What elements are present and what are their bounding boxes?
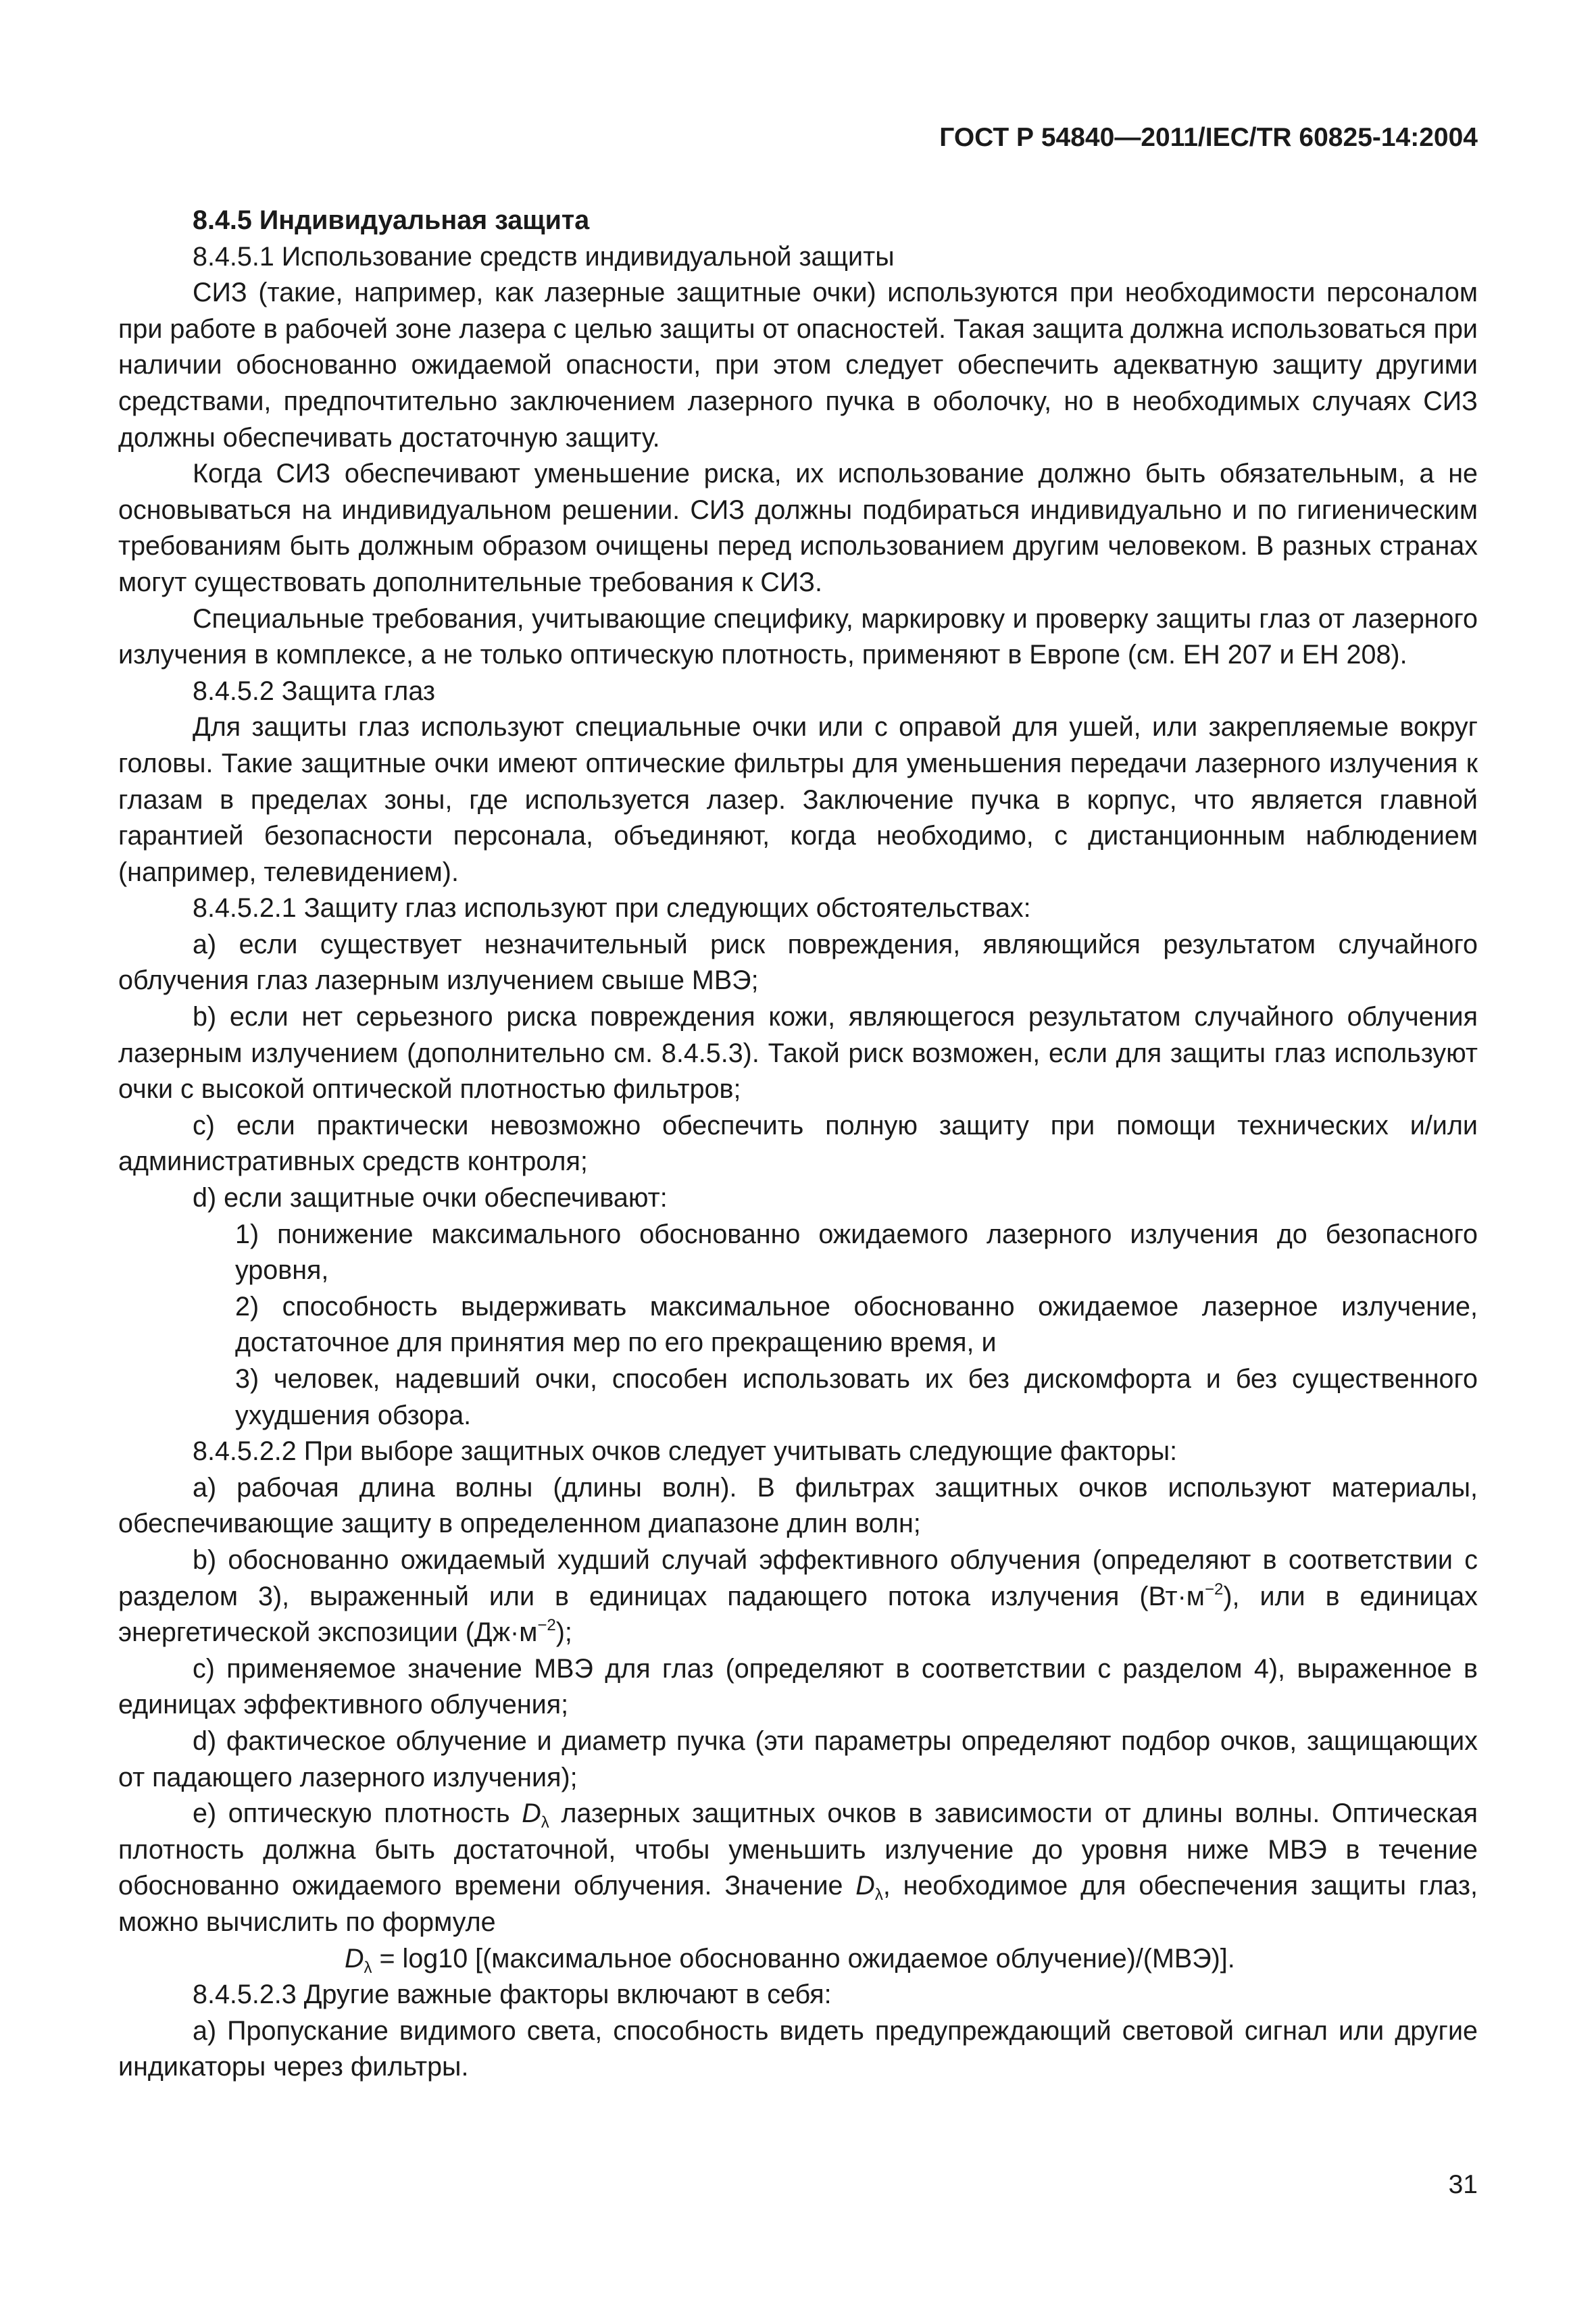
list-item: d) фактическое облучение и диаметр пучка (эти параметры определяют подбор очков, защищающих от падающего лазерного излучения); — [118, 1726, 1478, 1792]
symbol-lambda: λ — [541, 1813, 549, 1832]
section-title: 8.4.5 Индивидуальная защита — [193, 205, 590, 235]
list-item: а) если существует незначительный риск повреждения, являющийся результатом случайного облучения глаз лазерным излучением свыше МВЭ; — [118, 929, 1478, 996]
sub-list-item: 3) человек, надевший очки, способен использовать их без дискомфорта и без существенного ухудшения обзора. — [235, 1364, 1478, 1430]
page-number: 31 — [1448, 2170, 1478, 2199]
sub-list-item: 1) понижение максимального обоснованно ожидаемого лазерного излучения до безопасного уровня, — [235, 1219, 1478, 1286]
paragraph: Для защиты глаз используют специальные очки или с оправой для ушей, или закрепляемые вокруг головы. Такие защитные очки имеют оптические фильтры для уменьшения передачи лазерного излучения к глазам в пределах зоны, где используется лазер. Заключение пучка в корпус, что является главной гарантией безопасности персонала, объединяют, когда необходимо, с дистанционным наблюдением (например, телевидением). — [118, 712, 1478, 887]
formula — [118, 1941, 1478, 1978]
sub-list-item: 2) способность выдерживать максимальное обоснованно ожидаемое лазерное излучение, достаточное для принятия мер по его прекращению время, и — [235, 1291, 1478, 1358]
paragraph: СИЗ (такие, например, как лазерные защитные очки) используются при необходимости персоналом при работе в рабочей зоне лазера с целью защиты от опасностей. Такая защита должна использоваться при наличии обоснованно ожидаемой опасности, при этом следует обеспечить адекватную защиту другими средствами, предпочтительно заключением лазерного пучка в оболочку, но в необходимых случаях СИЗ должны обеспечивать достаточную защиту. — [118, 278, 1478, 453]
superscript: −2 — [1204, 1580, 1224, 1599]
symbol-d: D — [855, 1871, 875, 1901]
text-span: , необходимое для обеспечения защиты глаз, можно вычислить по формуле — [118, 1871, 1478, 1937]
list-item: b) если нет серьезного риска повреждения кожи, являющегося результатом случайного облучения лазерным излучением (дополнительно см. 8.4.5.3). Такой риск возможен, если для защиты глаз используют очки с высокой оптической плотностью фильтров; — [118, 1002, 1478, 1105]
symbol-lambda: λ — [364, 1958, 372, 1977]
paragraph: 8.4.5.2.3 Другие важные факторы включают в себя: — [193, 1980, 832, 2010]
list-item: а) рабочая длина волны (длины волн). В фильтрах защитных очков используют материалы, обеспечивающие защиту в определенном диапазоне длин волн; — [118, 1472, 1478, 1539]
text-span: ), или в единицах энергетической экспозиции (Дж·м — [118, 1581, 1478, 1648]
symbol-d: D — [345, 1943, 364, 1973]
text-span: лазерных защитных очков в зависимости от длины волны. Оптическая плотность должна быть достаточной, чтобы уменьшить излучение до уровня ниже МВЭ в течение обоснованно ожидаемого времени облучения. Значение — [118, 1799, 1478, 1901]
list-item — [118, 1542, 1478, 1651]
list-item: с) применяемое значение МВЭ для глаз (определяют в соответствии с разделом 4), выраженное в единицах эффективного облучения; — [118, 1653, 1478, 1720]
text-span: ); — [555, 1617, 572, 1648]
paragraph: Когда СИЗ обеспечивают уменьшение риска, их использование должно быть обязательным, а не основываться на индивидуальном решении. СИЗ должны подбираться индивидуально и по гигиеническим требованиям быть должным образом очищены перед использованием другим человеком. В разных странах могут существовать дополнительные требования к СИЗ. — [118, 459, 1478, 597]
subsection-title-8-4-5-1: 8.4.5.1 Использование средств индивидуальной защиты — [193, 241, 895, 272]
list-item — [118, 1796, 1478, 1940]
symbol-lambda: λ — [874, 1886, 883, 1905]
superscript: −2 — [537, 1616, 556, 1635]
document-body — [118, 203, 1478, 2086]
list-item: а) Пропускание видимого света, способность видеть предупреждающий световой сигнал или другие индикаторы через фильтры. — [118, 2015, 1478, 2082]
symbol-d: D — [522, 1799, 541, 1829]
text-span: b) обоснованно ожидаемый худший случай эффективного облучения (определяют в соответствии с разделом 3), выраженный или в единицах падающего потока излучения (Вт·м — [118, 1544, 1478, 1611]
paragraph: 8.4.5.2.2 При выборе защитных очков следует учитывать следующие факторы: — [193, 1436, 1178, 1467]
list-item: d) если защитные очки обеспечивают: — [193, 1183, 668, 1213]
document-header: ГОСТ Р 54840—2011/IEC/TR 60825-14:2004 — [939, 123, 1478, 152]
list-item: с) если практически невозможно обеспечить полную защиту при помощи технических и/или административных средств контроля; — [118, 1110, 1478, 1177]
text-span: е) оптическую плотность — [193, 1799, 522, 1829]
subsection-title-8-4-5-2: 8.4.5.2 Защита глаз — [193, 676, 435, 706]
formula-text: = log10 [(максимальное обоснованно ожидаемое облучение)/(МВЭ)]. — [372, 1943, 1235, 1973]
paragraph: Специальные требования, учитывающие специфику, маркировку и проверку защиты глаз от лазерного излучения в комплексе, а не только оптическую плотность, применяют в Европе (см. ЕН 207 и ЕН 208). — [118, 603, 1478, 670]
paragraph: 8.4.5.2.1 Защиту глаз используют при следующих обстоятельствах: — [193, 893, 1031, 924]
